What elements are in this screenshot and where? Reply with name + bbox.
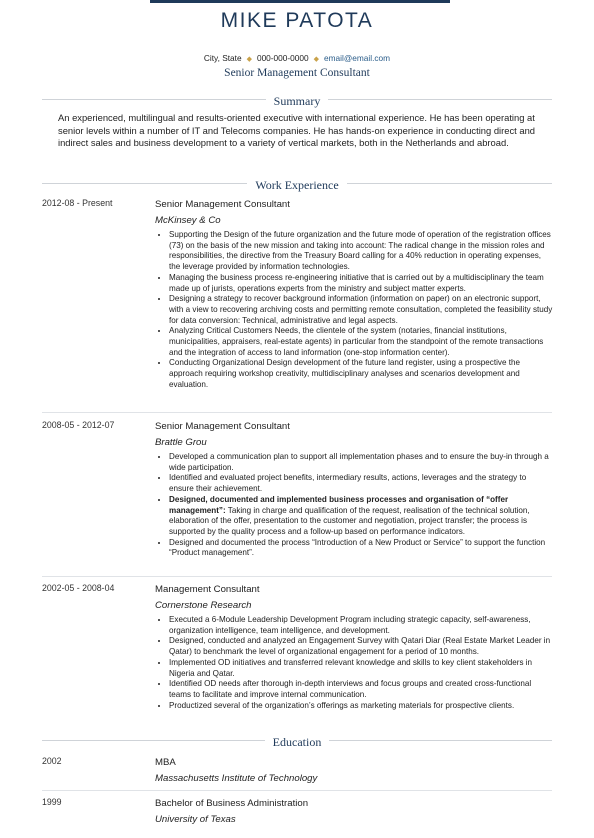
header-accent-bar [150,0,450,3]
job-bullet: • Developed a communication plan to support all implementation phases and to ensure the buy-in through a wide participation. [169,452,553,473]
experience-section-header [42,176,552,190]
job-role: Senior Management Consultant [155,199,290,210]
entry-divider [42,576,552,577]
email-link[interactable]: email@email.com [324,53,391,63]
job-bullet: • Supporting the Design of the future organization and the future mode of operation of the registration offices (73) on the basis of the new mission and taking into account: The radical change in the mission roles and responsibilities, the directive from the Treasury Board calling for a 40% reduction in operating expenses, the leverage provided by information technologies. [169,230,553,273]
job-dates: 2012-08 - Present [42,198,113,208]
job-bullet: • Designed and documented the process “Introduction of a New Product or Service” to support the function “Product management”. [169,538,553,559]
education-year: 1999 [42,797,62,807]
job-bullet: • Productized several of the organization’s offerings as marketing materials for prospective clients. [169,701,553,712]
job-bullet: • Designed, documented and implemented business processes and organisation of “offer management”: Taking in charge and qualification of the request, realisation of the technical solution, elaboration of the offer, presentation to the customer and negotiation, project transfer; the process is supported by the quality process and a follow-up based on performance indicators. [169,495,553,538]
separator-dot-icon: ◆ [313,56,320,63]
job-bullets [155,615,553,711]
headline: Senior Management Consultant [224,67,370,79]
job-bullet: • Identified OD needs after thorough in-depth interviews and focus groups and created cross-functional teams to facilitate and improve internal communication. [169,679,553,700]
job-bullet: • Designing a strategy to recover background information (information on paper) on an electronic support, with a view to recovering archiving costs and permitting remote consultation, completed the feasibility study for data conversion: Technical, administrative and legal aspects. [169,294,553,326]
education-school: Massachusetts Institute of Technology [155,773,318,784]
education-school: University of Texas [155,814,236,825]
job-dates: 2008-05 - 2012-07 [42,420,115,430]
job-bullet: • Executed a 6-Module Leadership Development Program including strategic capacity, self-awareness, organization intelligence, team intelligence, and development. [169,615,553,636]
entry-divider [42,790,552,791]
job-company: McKinsey & Co [155,215,221,226]
contact-line [0,53,594,63]
education-degree: MBA [155,757,176,768]
job-company: Brattle Grou [155,437,207,448]
job-bullet: • Identified and evaluated project benefits, intermediary results, actions, leverages and the strategy to ensure their achievement. [169,473,553,494]
section-title: Education [265,735,330,749]
job-bullets [155,452,553,559]
section-title: Work Experience [247,178,346,192]
job-bullet: • Designed, conducted and analyzed an Engagement Survey with Qatari Diar (Real Estate Market Leader in Qatar) to benchmark the level of organizational engagement for a period of 10 months. [169,636,553,657]
phone: 000-000-0000 [256,53,309,63]
job-company: Cornerstone Research [155,600,252,611]
summary-text: An experienced, multilingual and results-oriented executive with international experience. He has been operating at senior levels within a number of IT and Telecoms companies. He has hands-on experience in conducting direct and indirect sales and business development to a variety of vertical markets, both in the Netherlands and abroad. [58,112,536,149]
job-dates: 2002-05 - 2008-04 [42,583,115,593]
summary-section-header [42,92,552,106]
separator-dot-icon: ◆ [246,56,252,63]
education-year: 2002 [42,756,62,766]
education-degree: Bachelor of Business Administration [155,798,309,809]
job-bullets [155,230,553,391]
location: City, State [203,53,242,63]
job-bullet: • Managing the business process re-engineering initiative that is carried out by a multidisciplinary the team made up of jurists, operations experts from the ministry and subject matter experts. [169,273,553,294]
education-section-header [42,733,552,747]
job-bullet: • Implemented OD initiatives and transferred relevant knowledge and skills to key client stakeholders in Nigeria and Qatar. [169,658,553,679]
entry-divider [42,412,552,413]
candidate-name: MIKE PATOTA [220,9,374,32]
section-title: Summary [266,94,329,108]
job-bullet: • Analyzing Critical Customers Needs, the clientele of the system (notaries, financial institutions, municipalities, appraisers, real-estate agents) in particular from the standpoint of the remote transactions and the integration of access to land information (one-stop information center). [169,326,553,358]
job-role: Management Consultant [155,584,260,595]
job-bullet: • Conducting Organizational Design development of the future land register, using a prospective the approach requiring workshop creativity, multidisciplinary analyses and scenarios development and evaluation. [169,358,553,390]
job-role: Senior Management Consultant [155,421,290,432]
